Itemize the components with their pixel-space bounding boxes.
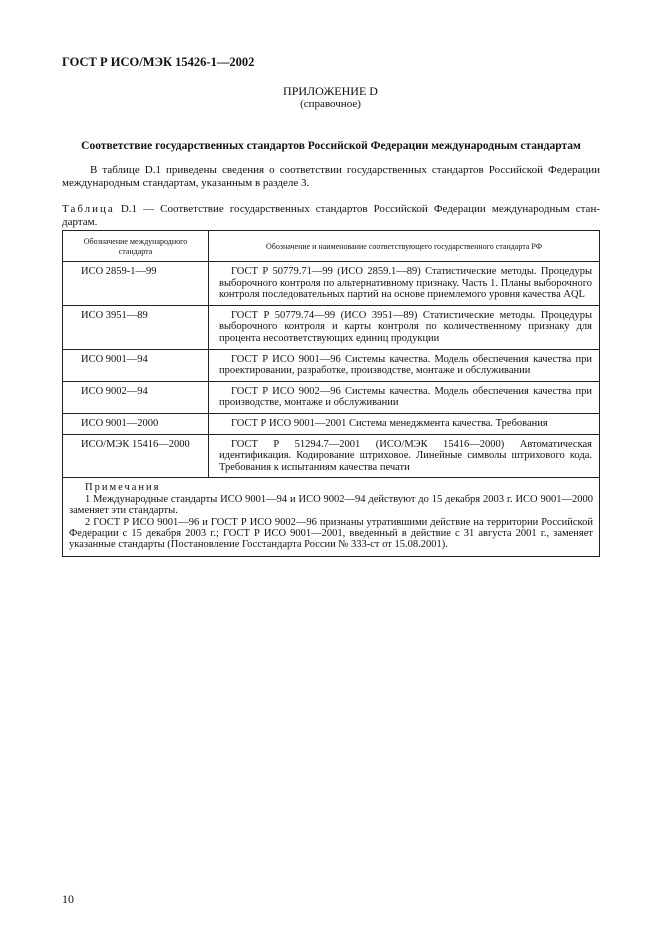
section-title: Соответствие государственных стандартов Российской Федерации международным стандартам [81,140,581,152]
table-notes [63,478,600,556]
annex-heading [0,85,661,111]
page-header: ГОСТ Р ИСО/МЭК 15426-1—2002 [62,55,255,69]
page-number: 10 [62,892,74,906]
header-gost: Обозначение и наименование соответствующего государственного стандарта РФ [209,231,600,262]
cell-gost: ГОСТ Р 50779.71—99 (ИСО 2859.1—89) Статистические методы. Процедуры выборочного контроля по альтернативному признаку. Часть 1. Планы выборочного контроля последовательных партий на основе приемлемого уровня качества AQL [209,262,600,306]
cell-gost: ГОСТ Р 51294.7—2001 (ИСО/МЭК 15416—2000) Автоматическая идентификация. Кодирование штриховое. Линейные символы штрихового кода. Требования к испытаниям качества печати [209,434,600,478]
cell-intl: ИСО 9001—94 [63,349,209,381]
table-notes-row [63,478,600,556]
cell-intl: ИСО 9002—94 [63,381,209,413]
note-2: 2 ГОСТ Р ИСО 9001—96 и ГОСТ Р ИСО 9002—96 признаны утратившими действие на территории Российской Федерации с 15 декабря 2003 г.; ГОСТ Р ИСО 9001—2001, введенный в действие с 31 августа 2001 г., заменяет указанные стандарты (Постановление Госстандарта России № 333-ст от 15.08.2001). [69,516,593,551]
annex-subtitle: (справочное) [300,98,361,110]
cell-gost: ГОСТ Р ИСО 9002—96 Системы качества. Модель обеспечения качества при производстве, монтаже и обслуживании [209,381,600,413]
notes-heading: Примечания [85,482,161,494]
intro-paragraph: В таблице D.1 приведены сведения о соответствии государственных стандартов Российской Федерации международным стандартам, указанным в разделе 3. [62,164,600,189]
cell-gost: ГОСТ Р ИСО 9001—2001 Система менеджмента качества. Требования [209,413,600,434]
table-caption [62,203,600,228]
cell-intl: ИСО/МЭК 15416—2000 [63,434,209,478]
table-header-row [63,231,600,262]
cell-gost: ГОСТ Р 50779.74—99 (ИСО 3951—89) Статистические методы. Процедуры выборочного контроля и карты контроля по количественному признаку для процента несоответствующих единиц продукции [209,305,600,349]
cell-gost: ГОСТ Р ИСО 9001—96 Системы качества. Модель обеспечения качества при проектировании, разработке, производстве, монтаже и обслуживании [209,349,600,381]
table-row [63,413,600,434]
cell-intl: ИСО 2859-1—99 [63,262,209,306]
table-row [63,434,600,478]
header-intl: Обозначение международного стандарта [63,231,209,262]
note-1: 1 Международные стандарты ИСО 9001—94 и ИСО 9002—94 действуют до 15 декабря 2003 г. ИСО 9001—2000 заменяет эти стандарты. [69,493,593,517]
table-row [63,262,600,306]
table-row [63,349,600,381]
annex-title: ПРИЛОЖЕНИЕ D [283,84,378,98]
table-caption-label: Таблица [62,203,115,215]
table-row [63,305,600,349]
standards-table [62,230,600,557]
cell-intl: ИСО 9001—2000 [63,413,209,434]
table-row [63,381,600,413]
table-caption-text: D.1 — Соответствие государственных стандартов Российской Федерации международным стан-дартам. [62,203,600,228]
cell-intl: ИСО 3951—89 [63,305,209,349]
